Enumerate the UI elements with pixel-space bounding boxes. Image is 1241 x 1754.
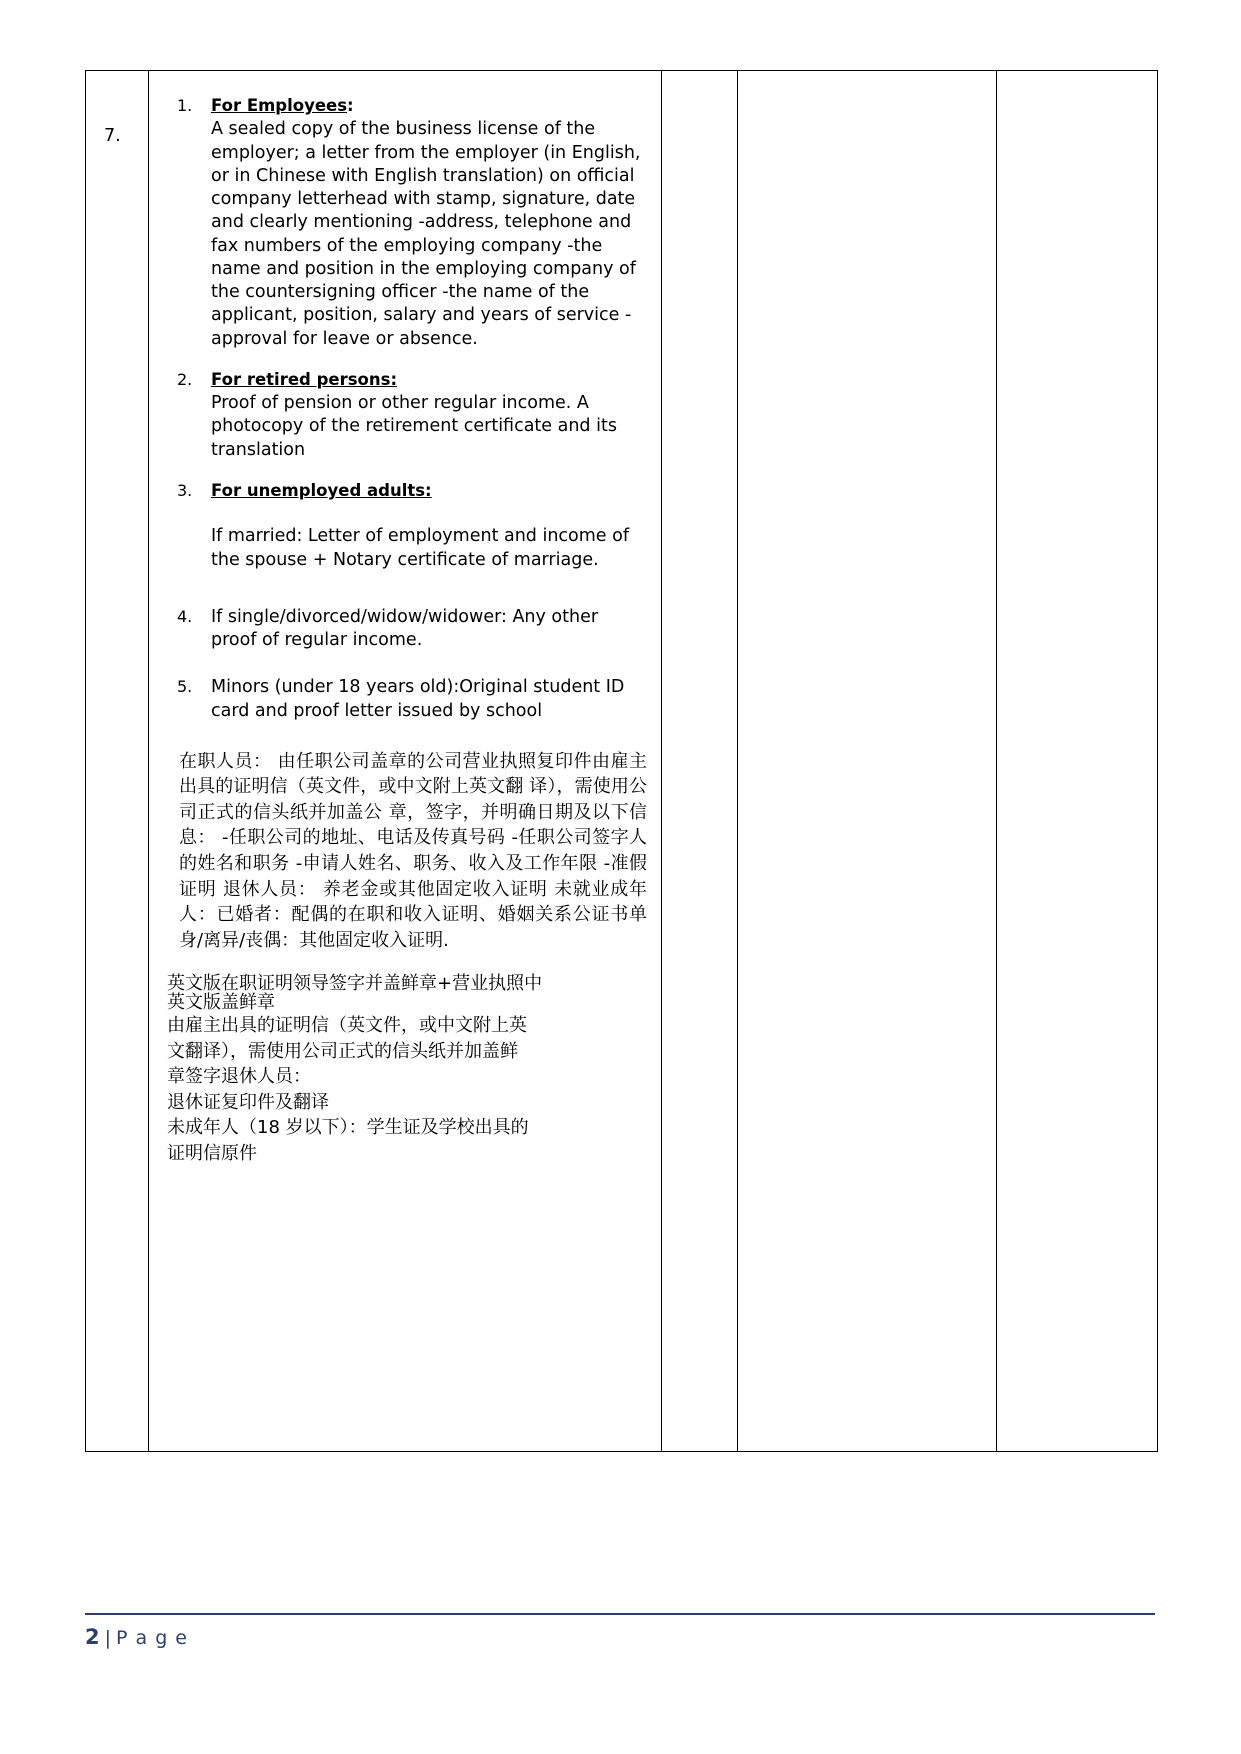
list-item-text: If married: Letter of employment and income of the spouse + Notary certificate of marriage. [211,526,630,570]
table-cell-empty-c [662,71,738,1452]
table-cell-empty-e [997,71,1158,1452]
list-item [177,676,647,723]
requirements-table [85,70,1158,1452]
list-item-text: Proof of pension or other regular income. A photocopy of the retirement certificate and its translation [211,393,617,460]
list-item-marker: 3. [177,480,193,500]
requirements-list [163,95,647,723]
chinese-line: 退休证复印件及翻译 [167,1091,329,1113]
chinese-line: 由雇主出具的证明信（英文件，或中文附上英 [167,1015,527,1036]
spacer [211,503,647,525]
footer-page-number: 2 [85,1625,101,1649]
chinese-translation-block-2 [163,975,647,1166]
list-item-text: If single/divorced/widow/widower: Any other proof of regular income. [211,606,599,651]
list-item-heading: For unemployed adults: [211,480,432,500]
list-item-heading: For Employees [211,96,348,115]
list-item-marker: 4. [177,606,193,626]
footer-separator: | [104,1627,113,1649]
row-content-cell [149,71,662,1452]
chinese-paragraph: 在职人员： 由任职公司盖章的公司营业执照复印件由雇主出具的证明信（英文件，或中文附上英文翻 译），需使用公司正式的信头纸并加盖公 章，签字，并明确日期及以下信息： -任职公司的地址、电话及传真号码 -任职公司签字人的姓名和职务 -申请人姓名、职务、收入及工作年限 -准假证明 退休人员： 养老金或其他固定收入证明 未就业成年人：已婚者：配偶的在职和收入证明、婚姻关系公证书单 身/离异/丧偶：其他固定收入证明. [179,750,647,951]
row-number-cell [86,71,149,1452]
chinese-line: 英文版在职证明领导签字并盖鲜章+营业执照中 [167,973,543,995]
list-item-marker: 5. [177,677,193,697]
chinese-line: 文翻译），需使用公司正式的信头纸并加盖鲜 [167,1040,518,1062]
chinese-translation-block [163,749,647,953]
footer-text [85,1625,1156,1649]
footer-page-word: P a g e [116,1627,189,1649]
chinese-line: 英文版盖鲜章 [167,992,275,1014]
list-item-marker: 2. [177,369,193,389]
list-item [177,606,647,653]
table-cell-empty-d [738,71,997,1452]
row-number: 7. [104,126,121,146]
list-item [177,369,647,462]
list-item-heading-suffix: : [347,96,354,115]
footer-divider [85,1613,1155,1615]
chinese-line: 证明信原件 [167,1142,257,1164]
table-row [86,71,1158,1452]
row-content-inner [149,71,661,1186]
list-item-marker: 1. [177,96,193,115]
list-item [177,95,647,351]
list-item-heading: For retired persons: [211,369,398,389]
list-item-text: A sealed copy of the business license of the employer; a letter from the employer (in English, or in Chinese with English translation) on official company letterhead with stamp, signature, date and clearly mentioning -address, telephone and fax numbers of the employing company -the name and position in the employing company of the countersigning officer -the name of the applicant, position, salary and years of service -approval for leave or absence. [211,119,641,349]
chinese-line: 章签字退休人员： [167,1066,311,1088]
list-item-text: Minors (under 18 years old):Original student ID card and proof letter issued by school [211,677,625,721]
list-item [177,480,647,572]
page-footer [85,1613,1156,1649]
chinese-line: 未成年人（18 岁以下）：学生证及学校出具的 [167,1117,529,1139]
